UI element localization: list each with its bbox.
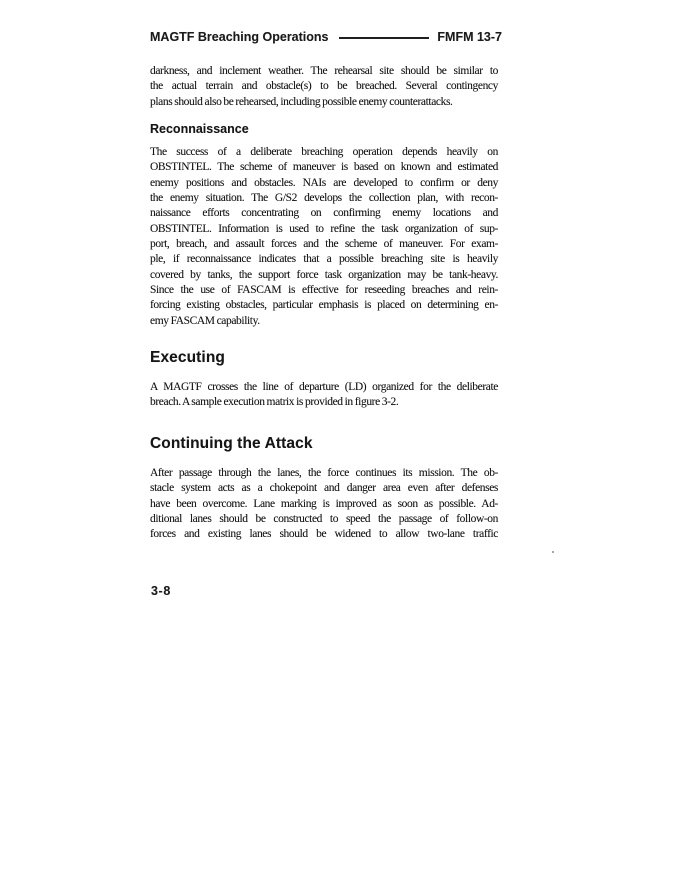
text-line: forces and existing lanes should be widened to allow two-lane traffic: [150, 528, 498, 541]
running-head-title: MAGTF Breaching Operations: [150, 30, 329, 44]
text-line: have been overcome. Lane marking is improved as soon as possible. Ad-: [150, 497, 498, 510]
text-line: enemy positions and obstacles. NAIs are developed to confirm or deny: [150, 176, 498, 189]
header-rule: [339, 37, 430, 39]
text-line: OBSTINTEL. The scheme of maneuver is based on known and estimated: [150, 161, 498, 174]
text-line: breach. A sample execution matrix is provided in figure 3-2.: [150, 396, 399, 409]
text-line: ditional lanes should be constructed to speed the passage of follow-on: [150, 513, 498, 526]
text-line: naissance efforts concentrating on confirming enemy locations and: [150, 207, 498, 220]
text-line: Since the use of FASCAM is effective for reseeding breaches and rein-: [150, 284, 498, 297]
paragraph-executing: [150, 380, 498, 411]
text-line: emy FASCAM capability.: [150, 314, 260, 327]
text-line: OBSTINTEL. Information is used to refine the task organization of sup-: [150, 222, 498, 235]
page-header: [150, 30, 502, 44]
section-heading-continuing: Continuing the Attack: [150, 435, 313, 452]
text-line: the actual terrain and obstacle(s) to be breached. Several contingency: [150, 80, 498, 93]
text-line: The success of a deliberate breaching operation depends heavily on: [150, 146, 498, 158]
page-number: 3-8: [151, 584, 171, 598]
scan-speck: [552, 551, 554, 553]
section-heading-executing: Executing: [150, 349, 225, 366]
text-line: port, breach, and assault forces and the scheme of maneuver. For exam-: [150, 238, 498, 251]
text-line: stacle system acts as a chokepoint and danger area even after defenses: [150, 482, 498, 495]
text-line: A MAGTF crosses the line of departure (LD) organized for the deliberate: [150, 381, 498, 393]
paragraph-reconnaissance: [150, 145, 498, 329]
text-line: plans should also be rehearsed, including possible enemy counterattacks.: [150, 95, 453, 108]
text-line: the enemy situation. The G/S2 develops the collection plan, with recon-: [150, 192, 498, 205]
text-line: After passage through the lanes, the force continues its mission. The ob-: [150, 467, 498, 479]
section-heading-reconnaissance: Reconnaissance: [150, 122, 249, 136]
text-line: ple, if reconnaissance indicates that a possible breaching site is heavily: [150, 253, 498, 266]
paragraph-intro: [150, 64, 498, 110]
doc-number: FMFM 13-7: [437, 30, 502, 44]
text-line: covered by tanks, the support force task organization may be tank-heavy.: [150, 268, 498, 281]
text-line: forcing existing obstacles, particular emphasis is placed on determining en-: [150, 299, 498, 312]
text-line: darkness, and inclement weather. The rehearsal site should be similar to: [150, 65, 498, 77]
paragraph-continuing: [150, 466, 498, 543]
